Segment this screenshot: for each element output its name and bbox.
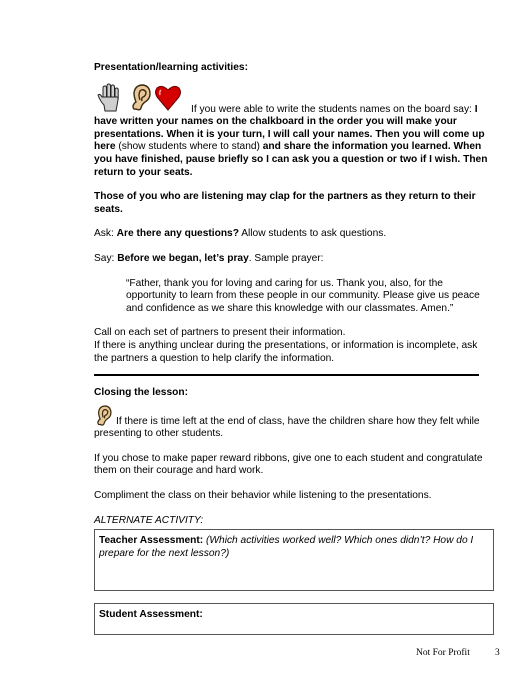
instructions-script-b: and share the information you learned. When you have finished, pause briefly so I can ask you a question or two if I wish. Then return to your seats. bbox=[94, 141, 488, 178]
say-phrase: Before we began, let’s pray bbox=[117, 252, 249, 264]
presentation-instructions bbox=[94, 104, 494, 180]
presentation-heading: Presentation/learning activities: bbox=[94, 62, 248, 73]
footer-not-for-profit: Not For Profit bbox=[416, 648, 470, 658]
ear-icon bbox=[128, 83, 154, 113]
ask-label: Ask: bbox=[94, 228, 117, 240]
say-line bbox=[94, 253, 494, 266]
instructions-script-a: I have written your names on the chalkboard in the order you will make your presentations. When it is your turn, I will call your names. Then you will come up here bbox=[94, 103, 485, 153]
hand-icon bbox=[96, 83, 126, 113]
closing-p1-wrap bbox=[94, 404, 494, 441]
teacher-assessment-box[interactable] bbox=[94, 529, 494, 591]
icon-row bbox=[94, 83, 494, 113]
call-partners-line: Call on each set of partners to present their information. bbox=[94, 327, 346, 339]
instructions-intro: If you were able to write the students names on the board say: bbox=[191, 103, 475, 115]
say-label: Say: bbox=[94, 252, 118, 264]
ask-question: Are there any questions? bbox=[116, 228, 239, 240]
listening-note-text: Those of you who are listening may clap for the partners as they return to their seats. bbox=[94, 191, 476, 215]
clarify-line: If there is anything unclear during the presentations, or information is incomplete, ask the partners a question to help clarify the information. bbox=[94, 339, 478, 364]
student-assessment-box[interactable] bbox=[94, 603, 494, 635]
ask-line bbox=[94, 228, 494, 241]
closing-share-text: If there is time left at the end of class, have the children share how they felt while presenting to other students. bbox=[94, 415, 480, 440]
page-content bbox=[94, 62, 494, 635]
heart-icon bbox=[154, 83, 182, 113]
listening-note bbox=[94, 191, 494, 216]
section-divider bbox=[94, 374, 479, 376]
compliment-line: Compliment the class on their behavior while listening to the presentations. bbox=[94, 490, 432, 502]
teacher-assessment-label: Teacher Assessment: bbox=[99, 535, 204, 547]
prayer-quote: “Father, thank you for loving and caring for us. Thank you, also, for the opportunity to learn from these people in our community. Please give us peace and confidence as we share this knowledge with our classmates. Amen.” bbox=[126, 277, 480, 314]
closing-share-feelings bbox=[94, 404, 494, 441]
ask-rest: Allow students to ask questions. bbox=[238, 228, 387, 240]
say-rest: . Sample prayer: bbox=[248, 252, 324, 264]
alternate-activity-label: ALTERNATE ACTIVITY: bbox=[94, 514, 204, 526]
student-assessment-label: Student Assessment: bbox=[99, 609, 203, 621]
teacher-assessment-prompt: (Which activities worked well? Which ones didn’t? How do I prepare for the next lesson?) bbox=[99, 535, 474, 559]
page-number: 3 bbox=[495, 648, 500, 658]
ear-icon bbox=[94, 404, 114, 428]
closing-heading: Closing the lesson: bbox=[94, 387, 188, 399]
instructions-aside: (show students where to stand) bbox=[115, 141, 263, 153]
reward-ribbons-line: If you chose to make paper reward ribbons, give one to each student and congratulate them on their courage and hard work. bbox=[94, 452, 483, 477]
